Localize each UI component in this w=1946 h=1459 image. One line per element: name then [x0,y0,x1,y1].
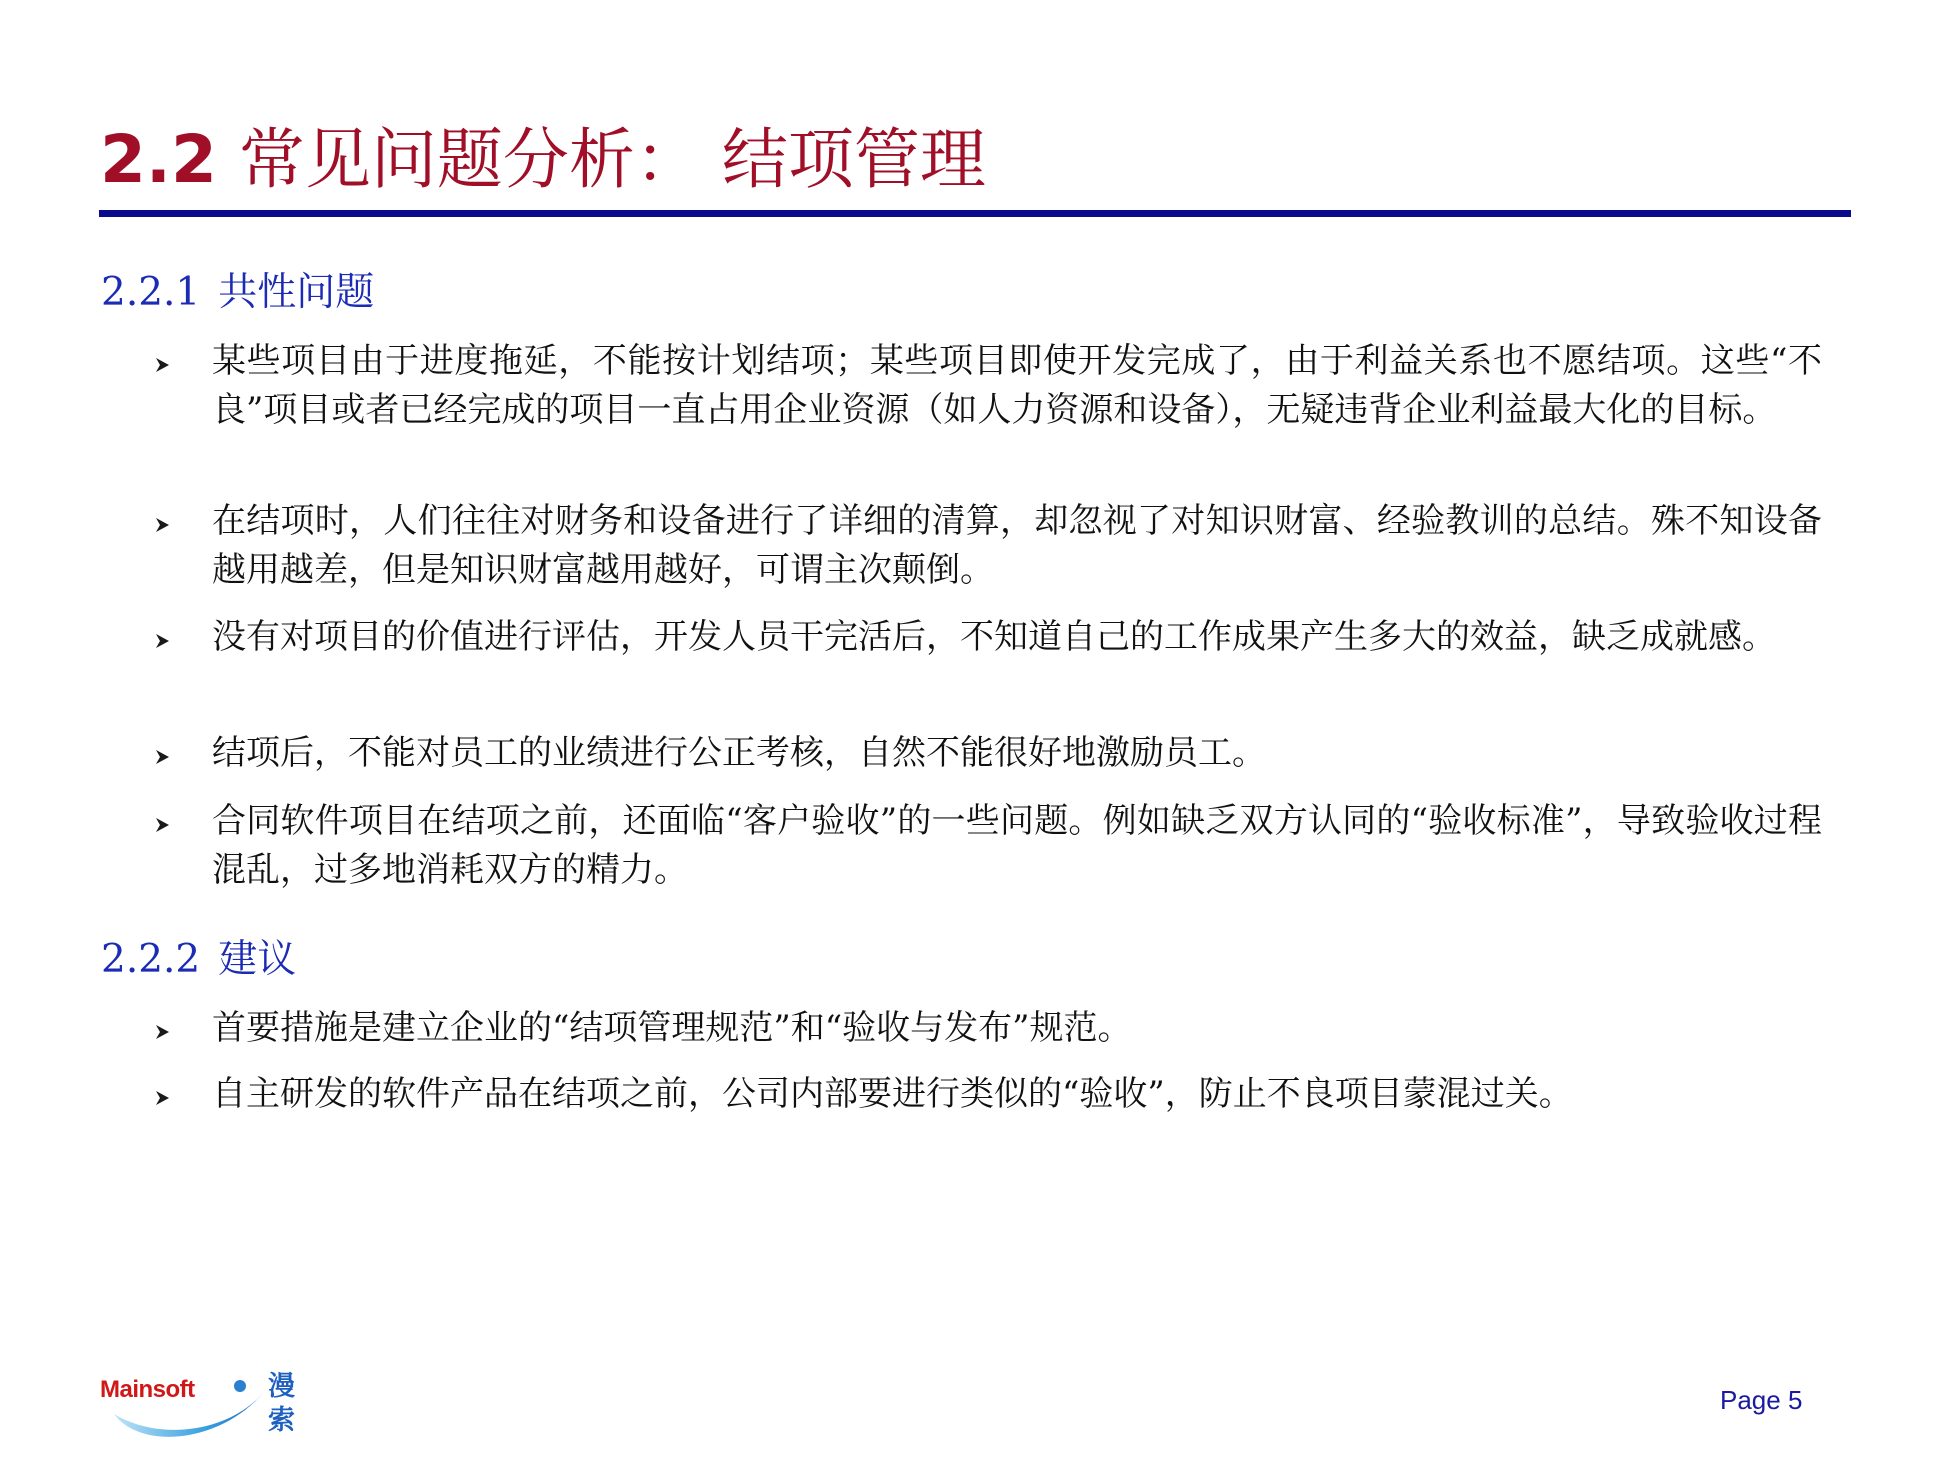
arrow-bullet-icon [152,1087,174,1109]
logo-cn-char: 索 [268,1405,295,1436]
section-number: 2.2.2 [101,937,201,982]
arrow-bullet-icon [152,814,174,836]
arrow-bullet-icon [152,514,174,536]
bullet-text: 合同软件项目在结项之前，还面临“客户验收”的一些问题。例如缺乏双方认同的“验收标准”，导致验收过程混乱，过多地消耗双方的精力。 [212,801,1822,890]
title-number: 2.2 [100,121,217,198]
bullet-text: 没有对项目的价值进行评估，开发人员干完活后，不知道自己的工作成果产生多大的效益，缺乏成就感。 [212,617,1776,657]
section-number: 2.2.1 [101,270,201,315]
logo-wordmark: Mainsoft [100,1376,195,1403]
company-logo [100,1368,310,1448]
arrow-bullet-icon [152,746,174,768]
bullet-text: 自主研发的软件产品在结项之前，公司内部要进行类似的“验收”，防止不良项目蒙混过关。 [212,1074,1573,1114]
arrow-bullet-icon [152,1021,174,1043]
bullet-text: 某些项目由于进度拖延，不能按计划结项；某些项目即使开发完成了，由于利益关系也不愿结项。这些“不良”项目或者已经完成的项目一直占用企业资源（如人力资源和设备），无疑违背企业利益最大化的目标。 [212,341,1822,430]
logo-cn-char: 漫 [268,1371,295,1402]
section-heading-suggestions [101,935,296,985]
slide-title [100,118,986,202]
title-text: 常见问题分析： 结项管理 [238,121,986,198]
section-title: 共性问题 [218,270,375,315]
title-divider [99,210,1851,217]
page-number: Page 5 [1720,1385,1803,1415]
bullet-text: 结项后，不能对员工的业绩进行公正考核，自然不能很好地激励员工。 [212,733,1266,773]
bullet-text: 首要措施是建立企业的“结项管理规范”和“验收与发布”规范。 [212,1008,1132,1048]
section-heading-common-issues [101,268,374,318]
bullet-text: 在结项时，人们往往对财务和设备进行了详细的清算，却忽视了对知识财富、经验教训的总结。殊不知设备越用越差，但是知识财富越用越好，可谓主次颠倒。 [212,501,1822,590]
arrow-bullet-icon [152,630,174,652]
section-title: 建议 [218,937,297,982]
arrow-bullet-icon [152,354,174,376]
logo-chinese [268,1370,304,1438]
